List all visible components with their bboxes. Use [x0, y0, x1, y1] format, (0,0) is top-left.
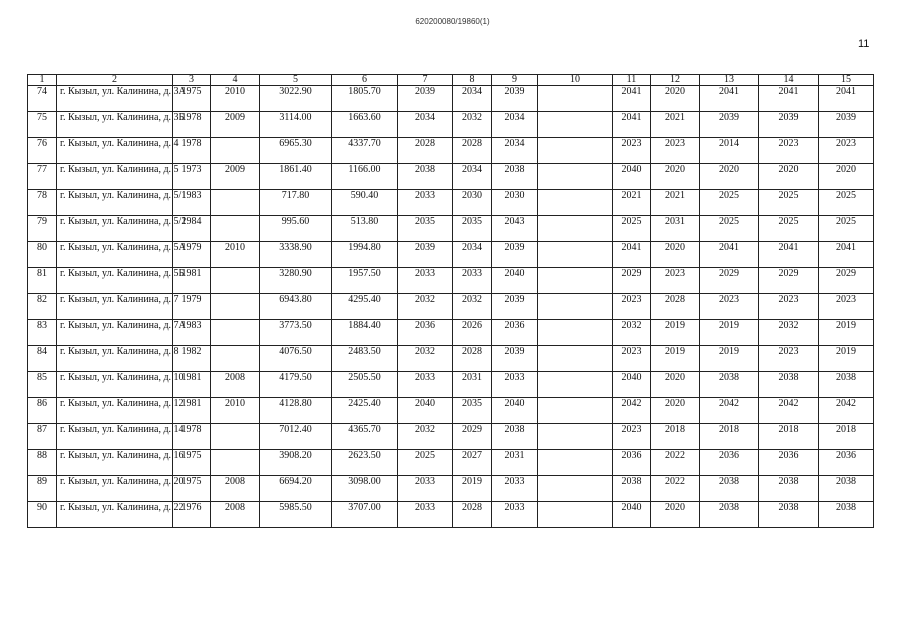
value-cell: 2033 — [398, 372, 453, 398]
value-cell: 2031 — [492, 450, 538, 476]
value-cell: 5985.50 — [260, 502, 332, 528]
value-cell: 2039 — [492, 346, 538, 372]
value-cell: 2041 — [613, 112, 651, 138]
value-cell — [211, 424, 260, 450]
value-cell: 2021 — [651, 190, 700, 216]
value-cell: 2038 — [759, 372, 819, 398]
address-cell: г. Кызыл, ул. Калинина, д. 3А — [57, 86, 173, 112]
value-cell: 1975 — [173, 476, 211, 502]
value-cell: 2028 — [453, 346, 492, 372]
column-header: 7 — [398, 75, 453, 86]
value-cell: 1975 — [173, 86, 211, 112]
value-cell: 2034 — [492, 112, 538, 138]
row-number-cell: 81 — [28, 268, 57, 294]
row-number-cell: 75 — [28, 112, 57, 138]
value-cell — [538, 398, 613, 424]
table-row — [28, 138, 874, 164]
value-cell: 1979 — [173, 242, 211, 268]
value-cell — [538, 320, 613, 346]
value-cell: 2042 — [613, 398, 651, 424]
value-cell: 2020 — [651, 242, 700, 268]
value-cell: 2036 — [759, 450, 819, 476]
value-cell: 1982 — [173, 346, 211, 372]
value-cell: 2023 — [700, 294, 759, 320]
value-cell: 2020 — [759, 164, 819, 190]
address-cell: г. Кызыл, ул. Калинина, д. 7 — [57, 294, 173, 320]
table-row — [28, 242, 874, 268]
value-cell: 2023 — [613, 424, 651, 450]
value-cell: 2023 — [651, 138, 700, 164]
value-cell: 2018 — [700, 424, 759, 450]
value-cell: 1663.60 — [332, 112, 398, 138]
address-cell: г. Кызыл, ул. Калинина, д. 3Б — [57, 112, 173, 138]
value-cell: 1884.40 — [332, 320, 398, 346]
value-cell: 2039 — [492, 294, 538, 320]
value-cell: 3022.90 — [260, 86, 332, 112]
value-cell: 2041 — [819, 86, 874, 112]
row-number-cell: 79 — [28, 216, 57, 242]
value-cell: 2023 — [819, 294, 874, 320]
table-row — [28, 268, 874, 294]
row-number-cell: 74 — [28, 86, 57, 112]
row-number-cell: 76 — [28, 138, 57, 164]
value-cell: 2023 — [759, 138, 819, 164]
row-number-cell: 87 — [28, 424, 57, 450]
value-cell: 2036 — [819, 450, 874, 476]
value-cell: 1978 — [173, 138, 211, 164]
value-cell: 2020 — [700, 164, 759, 190]
value-cell: 2031 — [651, 216, 700, 242]
value-cell — [538, 268, 613, 294]
value-cell: 2039 — [398, 242, 453, 268]
value-cell: 2014 — [700, 138, 759, 164]
value-cell: 2623.50 — [332, 450, 398, 476]
column-number-row — [28, 75, 874, 86]
value-cell: 2041 — [700, 86, 759, 112]
value-cell — [538, 242, 613, 268]
address-cell: г. Кызыл, ул. Калинина, д. 5/2 — [57, 216, 173, 242]
value-cell: 2038 — [700, 372, 759, 398]
value-cell: 2425.40 — [332, 398, 398, 424]
value-cell: 2008 — [211, 476, 260, 502]
value-cell: 4128.80 — [260, 398, 332, 424]
value-cell: 2038 — [492, 424, 538, 450]
value-cell: 2038 — [700, 476, 759, 502]
value-cell: 3707.00 — [332, 502, 398, 528]
value-cell: 2038 — [759, 502, 819, 528]
row-number-cell: 77 — [28, 164, 57, 190]
value-cell: 2033 — [492, 476, 538, 502]
table-row — [28, 450, 874, 476]
value-cell: 2025 — [819, 190, 874, 216]
value-cell: 2022 — [651, 450, 700, 476]
value-cell: 2008 — [211, 372, 260, 398]
value-cell: 995.60 — [260, 216, 332, 242]
value-cell: 2034 — [453, 86, 492, 112]
address-cell: г. Кызыл, ул. Калинина, д. 16 — [57, 450, 173, 476]
value-cell: 2019 — [651, 320, 700, 346]
value-cell: 2018 — [819, 424, 874, 450]
value-cell: 2026 — [453, 320, 492, 346]
row-number-cell: 89 — [28, 476, 57, 502]
value-cell: 2038 — [759, 476, 819, 502]
row-number-cell: 90 — [28, 502, 57, 528]
value-cell: 2028 — [453, 138, 492, 164]
column-header: 1 — [28, 75, 57, 86]
value-cell: 2023 — [651, 268, 700, 294]
value-cell: 1984 — [173, 216, 211, 242]
value-cell — [538, 138, 613, 164]
column-header: 15 — [819, 75, 874, 86]
value-cell — [538, 450, 613, 476]
value-cell: 6694.20 — [260, 476, 332, 502]
address-cell: г. Кызыл, ул. Калинина, д. 5Б — [57, 268, 173, 294]
table-body — [28, 86, 874, 528]
value-cell: 2042 — [700, 398, 759, 424]
value-cell: 2028 — [453, 502, 492, 528]
value-cell: 2033 — [398, 190, 453, 216]
row-number-cell: 83 — [28, 320, 57, 346]
table-row — [28, 398, 874, 424]
value-cell: 2018 — [651, 424, 700, 450]
value-cell: 1166.00 — [332, 164, 398, 190]
value-cell: 2010 — [211, 398, 260, 424]
value-cell: 4365.70 — [332, 424, 398, 450]
value-cell: 2025 — [759, 216, 819, 242]
value-cell: 2010 — [211, 86, 260, 112]
value-cell: 4337.70 — [332, 138, 398, 164]
value-cell: 2029 — [759, 268, 819, 294]
table-row — [28, 86, 874, 112]
value-cell: 2029 — [453, 424, 492, 450]
value-cell: 1861.40 — [260, 164, 332, 190]
value-cell: 1805.70 — [332, 86, 398, 112]
value-cell: 2032 — [398, 346, 453, 372]
value-cell: 2039 — [819, 112, 874, 138]
value-cell: 2029 — [613, 268, 651, 294]
table-row — [28, 320, 874, 346]
value-cell: 2032 — [398, 424, 453, 450]
value-cell: 1978 — [173, 112, 211, 138]
value-cell: 1981 — [173, 398, 211, 424]
value-cell: 2034 — [453, 164, 492, 190]
column-header: 14 — [759, 75, 819, 86]
value-cell: 2022 — [651, 476, 700, 502]
value-cell — [538, 164, 613, 190]
value-cell: 3338.90 — [260, 242, 332, 268]
address-cell: г. Кызыл, ул. Калинина, д. 5/1 — [57, 190, 173, 216]
column-header: 2 — [57, 75, 173, 86]
row-number-cell: 84 — [28, 346, 57, 372]
value-cell: 2033 — [398, 502, 453, 528]
address-cell: г. Кызыл, ул. Калинина, д. 22 — [57, 502, 173, 528]
value-cell: 1978 — [173, 424, 211, 450]
value-cell: 2038 — [613, 476, 651, 502]
value-cell: 2032 — [398, 294, 453, 320]
value-cell: 2020 — [651, 372, 700, 398]
value-cell: 2036 — [492, 320, 538, 346]
value-cell: 2020 — [819, 164, 874, 190]
value-cell: 2019 — [651, 346, 700, 372]
value-cell: 2027 — [453, 450, 492, 476]
table-row — [28, 112, 874, 138]
value-cell: 2018 — [759, 424, 819, 450]
value-cell: 2023 — [613, 294, 651, 320]
value-cell — [211, 216, 260, 242]
value-cell: 2025 — [700, 190, 759, 216]
value-cell — [538, 86, 613, 112]
row-number-cell: 80 — [28, 242, 57, 268]
value-cell: 2036 — [700, 450, 759, 476]
value-cell: 2023 — [819, 138, 874, 164]
value-cell: 2036 — [398, 320, 453, 346]
value-cell: 2040 — [398, 398, 453, 424]
value-cell: 4179.50 — [260, 372, 332, 398]
value-cell: 6943.80 — [260, 294, 332, 320]
table-row — [28, 502, 874, 528]
value-cell: 2034 — [398, 112, 453, 138]
value-cell: 2023 — [613, 346, 651, 372]
column-header: 8 — [453, 75, 492, 86]
value-cell — [538, 424, 613, 450]
value-cell: 2035 — [453, 398, 492, 424]
column-header: 5 — [260, 75, 332, 86]
column-header: 12 — [651, 75, 700, 86]
value-cell: 2505.50 — [332, 372, 398, 398]
value-cell: 2019 — [700, 320, 759, 346]
value-cell: 7012.40 — [260, 424, 332, 450]
table-row — [28, 190, 874, 216]
value-cell: 4295.40 — [332, 294, 398, 320]
address-cell: г. Кызыл, ул. Калинина, д. 14 — [57, 424, 173, 450]
value-cell: 513.80 — [332, 216, 398, 242]
value-cell: 2032 — [759, 320, 819, 346]
address-cell: г. Кызыл, ул. Калинина, д. 10 — [57, 372, 173, 398]
value-cell: 2032 — [453, 294, 492, 320]
value-cell: 2040 — [613, 164, 651, 190]
value-cell: 2041 — [613, 86, 651, 112]
value-cell: 1973 — [173, 164, 211, 190]
address-cell: г. Кызыл, ул. Калинина, д. 4 — [57, 138, 173, 164]
value-cell: 3098.00 — [332, 476, 398, 502]
value-cell: 2020 — [651, 164, 700, 190]
value-cell: 2036 — [613, 450, 651, 476]
value-cell — [211, 190, 260, 216]
value-cell — [538, 476, 613, 502]
value-cell: 2031 — [453, 372, 492, 398]
table-row — [28, 346, 874, 372]
value-cell: 1957.50 — [332, 268, 398, 294]
value-cell: 2040 — [492, 268, 538, 294]
value-cell: 3773.50 — [260, 320, 332, 346]
value-cell: 2029 — [700, 268, 759, 294]
value-cell: 2025 — [759, 190, 819, 216]
value-cell: 2020 — [651, 398, 700, 424]
value-cell: 2038 — [819, 476, 874, 502]
value-cell: 2034 — [492, 138, 538, 164]
value-cell: 590.40 — [332, 190, 398, 216]
value-cell: 1975 — [173, 450, 211, 476]
row-number-cell: 88 — [28, 450, 57, 476]
value-cell: 2019 — [819, 346, 874, 372]
value-cell: 2023 — [759, 346, 819, 372]
value-cell — [538, 294, 613, 320]
value-cell: 2032 — [453, 112, 492, 138]
value-cell: 3908.20 — [260, 450, 332, 476]
value-cell — [538, 372, 613, 398]
value-cell: 2019 — [819, 320, 874, 346]
value-cell — [211, 450, 260, 476]
value-cell: 2041 — [613, 242, 651, 268]
table-row — [28, 476, 874, 502]
value-cell: 2021 — [613, 190, 651, 216]
value-cell: 2039 — [398, 86, 453, 112]
value-cell: 2020 — [651, 86, 700, 112]
row-number-cell: 85 — [28, 372, 57, 398]
table-row — [28, 216, 874, 242]
value-cell — [538, 112, 613, 138]
value-cell: 6965.30 — [260, 138, 332, 164]
value-cell: 2033 — [492, 502, 538, 528]
value-cell: 1983 — [173, 320, 211, 346]
value-cell: 2030 — [492, 190, 538, 216]
value-cell: 2040 — [613, 372, 651, 398]
value-cell: 2025 — [700, 216, 759, 242]
row-number-cell: 78 — [28, 190, 57, 216]
column-header: 10 — [538, 75, 613, 86]
value-cell: 2038 — [700, 502, 759, 528]
value-cell: 2041 — [700, 242, 759, 268]
value-cell: 2042 — [819, 398, 874, 424]
column-header: 4 — [211, 75, 260, 86]
value-cell: 2025 — [613, 216, 651, 242]
value-cell: 2020 — [651, 502, 700, 528]
value-cell: 1981 — [173, 372, 211, 398]
value-cell: 2030 — [453, 190, 492, 216]
column-header: 13 — [700, 75, 759, 86]
value-cell: 2019 — [700, 346, 759, 372]
value-cell — [211, 320, 260, 346]
value-cell: 2029 — [819, 268, 874, 294]
address-cell: г. Кызыл, ул. Калинина, д. 20 — [57, 476, 173, 502]
housing-register-table — [27, 74, 874, 528]
value-cell: 2039 — [700, 112, 759, 138]
column-header: 6 — [332, 75, 398, 86]
value-cell: 1994.80 — [332, 242, 398, 268]
row-number-cell: 86 — [28, 398, 57, 424]
value-cell — [538, 502, 613, 528]
value-cell: 717.80 — [260, 190, 332, 216]
row-number-cell: 82 — [28, 294, 57, 320]
value-cell — [211, 268, 260, 294]
value-cell: 2021 — [651, 112, 700, 138]
value-cell: 2023 — [759, 294, 819, 320]
value-cell: 1983 — [173, 190, 211, 216]
value-cell: 2038 — [492, 164, 538, 190]
value-cell: 2025 — [819, 216, 874, 242]
column-header: 9 — [492, 75, 538, 86]
column-header: 3 — [173, 75, 211, 86]
value-cell: 2041 — [819, 242, 874, 268]
value-cell: 2033 — [398, 268, 453, 294]
value-cell: 2039 — [492, 86, 538, 112]
value-cell: 4076.50 — [260, 346, 332, 372]
value-cell: 2039 — [492, 242, 538, 268]
value-cell: 2033 — [492, 372, 538, 398]
value-cell — [538, 216, 613, 242]
value-cell: 2041 — [759, 242, 819, 268]
value-cell: 3280.90 — [260, 268, 332, 294]
value-cell: 2023 — [613, 138, 651, 164]
table-row — [28, 164, 874, 190]
value-cell: 2039 — [759, 112, 819, 138]
value-cell: 2008 — [211, 502, 260, 528]
value-cell: 2010 — [211, 242, 260, 268]
column-header: 11 — [613, 75, 651, 86]
value-cell: 2041 — [759, 86, 819, 112]
value-cell: 2038 — [819, 372, 874, 398]
value-cell: 2028 — [398, 138, 453, 164]
page-number: 11 — [858, 38, 870, 50]
value-cell: 2040 — [613, 502, 651, 528]
address-cell: г. Кызыл, ул. Калинина, д. 12 — [57, 398, 173, 424]
value-cell: 2038 — [819, 502, 874, 528]
value-cell: 2483.50 — [332, 346, 398, 372]
address-cell: г. Кызыл, ул. Калинина, д. 7А — [57, 320, 173, 346]
table-row — [28, 424, 874, 450]
value-cell: 2043 — [492, 216, 538, 242]
address-cell: г. Кызыл, ул. Калинина, д. 5А — [57, 242, 173, 268]
value-cell — [538, 346, 613, 372]
value-cell: 2042 — [759, 398, 819, 424]
table-row — [28, 372, 874, 398]
value-cell — [538, 190, 613, 216]
value-cell: 1979 — [173, 294, 211, 320]
document-id: 620200080/19860(1) — [415, 17, 490, 26]
table-row — [28, 294, 874, 320]
value-cell: 3114.00 — [260, 112, 332, 138]
value-cell: 2028 — [651, 294, 700, 320]
value-cell: 2033 — [453, 268, 492, 294]
value-cell: 1976 — [173, 502, 211, 528]
value-cell: 2040 — [492, 398, 538, 424]
value-cell — [211, 294, 260, 320]
address-cell: г. Кызыл, ул. Калинина, д. 8 — [57, 346, 173, 372]
value-cell — [211, 346, 260, 372]
value-cell: 2009 — [211, 112, 260, 138]
value-cell: 2009 — [211, 164, 260, 190]
value-cell: 2035 — [453, 216, 492, 242]
value-cell: 2038 — [398, 164, 453, 190]
value-cell: 2032 — [613, 320, 651, 346]
value-cell — [211, 138, 260, 164]
value-cell: 2025 — [398, 450, 453, 476]
value-cell: 2035 — [398, 216, 453, 242]
value-cell: 2033 — [398, 476, 453, 502]
address-cell: г. Кызыл, ул. Калинина, д. 5 — [57, 164, 173, 190]
value-cell: 2034 — [453, 242, 492, 268]
value-cell: 1981 — [173, 268, 211, 294]
value-cell: 2019 — [453, 476, 492, 502]
